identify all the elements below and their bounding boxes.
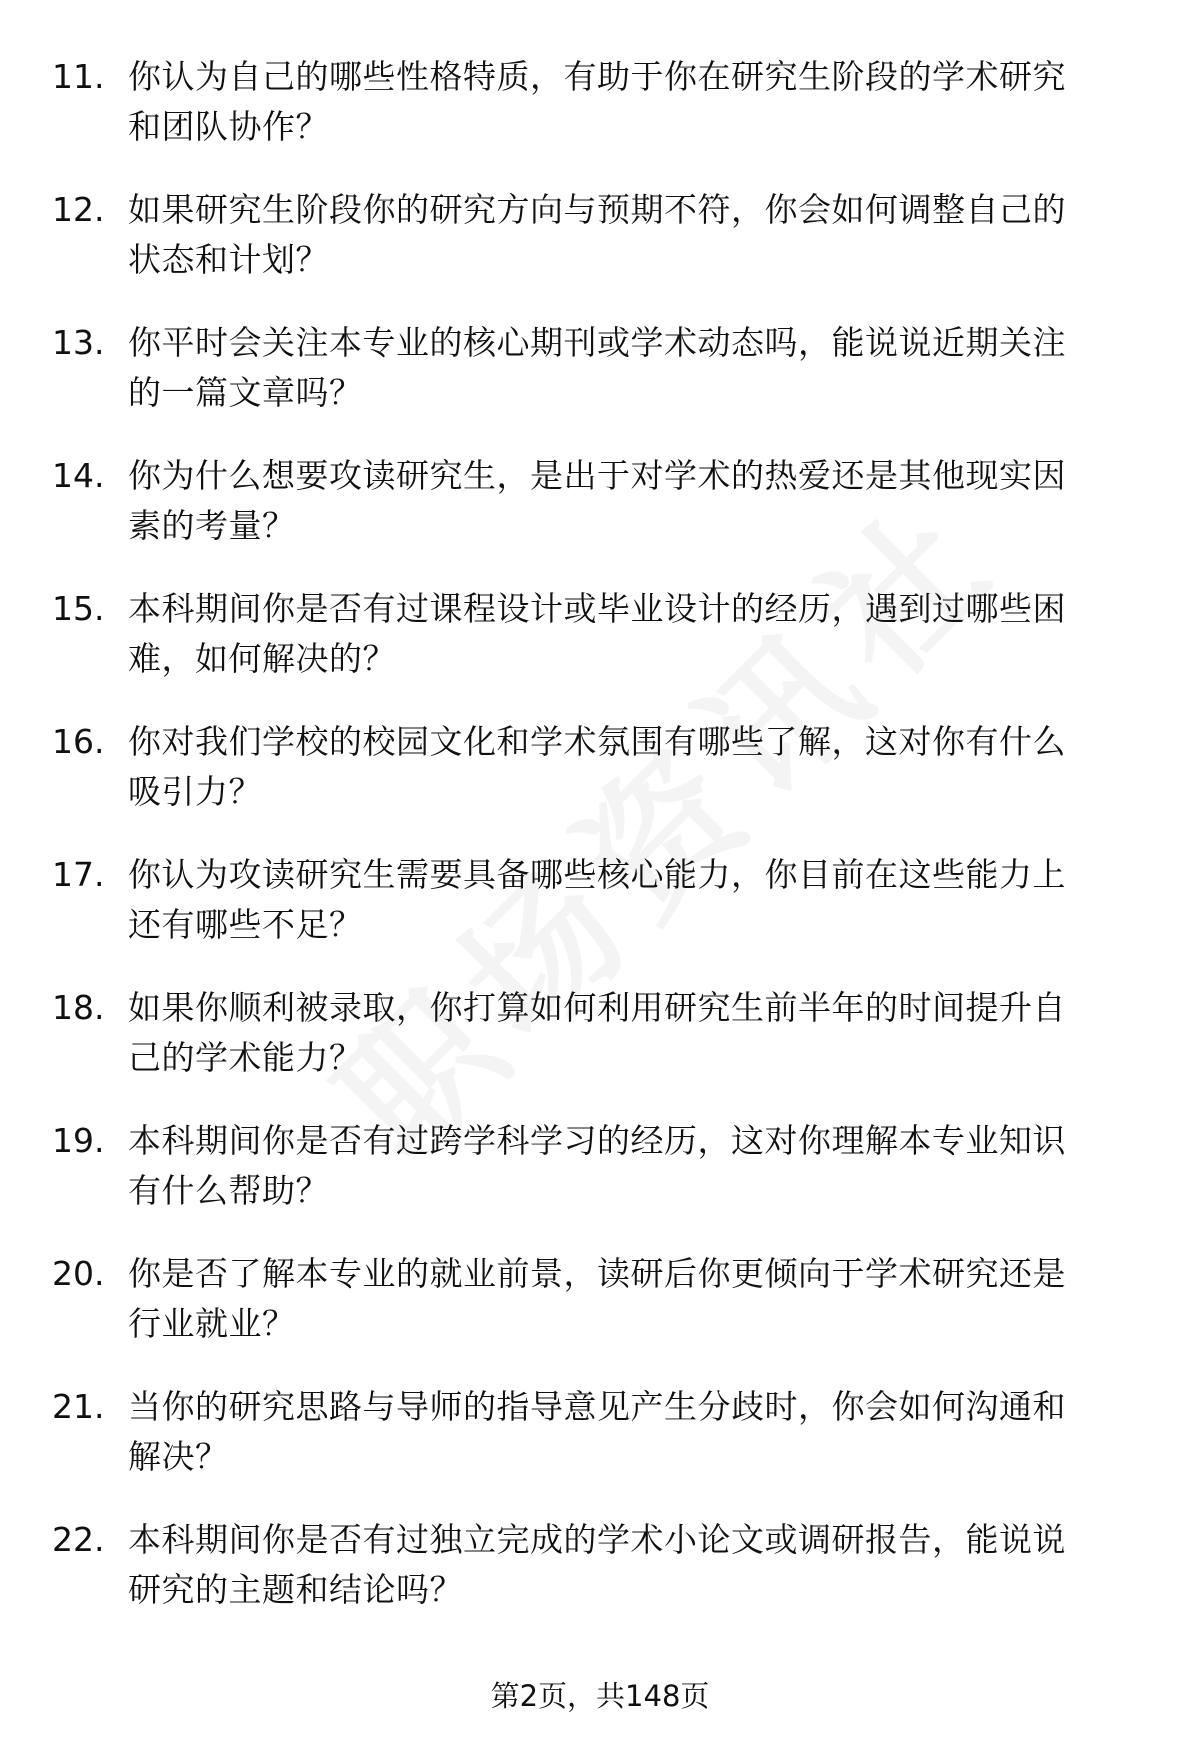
question-number: 15. (52, 589, 105, 628)
question-text (128, 185, 1138, 285)
question-text (128, 1515, 1138, 1615)
question-number: 12. (52, 190, 105, 229)
question-item (0, 52, 1200, 182)
question-item (0, 451, 1200, 581)
question-number: 16. (52, 722, 105, 761)
question-line: 你是否了解本专业的就业前景，读研后你更倾向于学术研究还是 (128, 1254, 1066, 1293)
question-text (128, 451, 1138, 551)
question-line: 解决？ (128, 1437, 229, 1476)
question-line: 还有哪些不足？ (128, 905, 363, 944)
question-text (128, 850, 1138, 950)
question-line: 如果研究生阶段你的研究方向与预期不符，你会如何调整自己的 (128, 190, 1066, 229)
question-number: 21. (52, 1387, 105, 1426)
question-item (0, 850, 1200, 980)
question-line: 本科期间你是否有过独立完成的学术小论文或调研报告，能说说 (128, 1520, 1066, 1559)
question-line: 你平时会关注本专业的核心期刊或学术动态吗，能说说近期关注 (128, 323, 1066, 362)
question-line: 你认为攻读研究生需要具备哪些核心能力，你目前在这些能力上 (128, 855, 1066, 894)
question-line: 你认为自己的哪些性格特质，有助于你在研究生阶段的学术研究 (128, 57, 1066, 96)
question-line: 你为什么想要攻读研究生，是出于对学术的热爱还是其他现实因 (128, 456, 1066, 495)
question-number: 17. (52, 855, 105, 894)
question-item (0, 1515, 1200, 1645)
question-text (128, 717, 1138, 817)
question-item (0, 185, 1200, 315)
question-line: 如果你顺利被录取，你打算如何利用研究生前半年的时间提升自 (128, 988, 1066, 1027)
question-line: 有什么帮助？ (128, 1171, 329, 1210)
question-number: 22. (52, 1520, 105, 1559)
question-text (128, 318, 1138, 418)
question-number: 20. (52, 1254, 105, 1293)
question-line: 素的考量？ (128, 506, 296, 545)
question-number: 14. (52, 456, 105, 495)
question-number: 19. (52, 1121, 105, 1160)
question-item (0, 584, 1200, 714)
question-text (128, 983, 1138, 1083)
question-text (128, 584, 1138, 684)
question-item (0, 983, 1200, 1113)
question-text (128, 52, 1138, 152)
question-line: 状态和计划？ (128, 240, 329, 279)
question-number: 18. (52, 988, 105, 1027)
question-number: 11. (52, 57, 105, 96)
question-line: 行业就业？ (128, 1304, 296, 1343)
question-item (0, 1382, 1200, 1512)
question-line: 己的学术能力？ (128, 1038, 363, 1077)
question-line: 吸引力？ (128, 772, 262, 811)
page-footer: 第2页，共148页 (490, 1679, 710, 1713)
question-item (0, 1249, 1200, 1379)
question-item (0, 318, 1200, 448)
question-line: 你对我们学校的校园文化和学术氛围有哪些了解，这对你有什么 (128, 722, 1066, 761)
question-number: 13. (52, 323, 105, 362)
question-text (128, 1249, 1138, 1349)
question-line: 和团队协作？ (128, 107, 329, 146)
question-line: 研究的主题和结论吗？ (128, 1570, 463, 1609)
question-line: 难，如何解决的？ (128, 639, 396, 678)
question-item (0, 717, 1200, 847)
question-text (128, 1116, 1138, 1216)
question-line: 本科期间你是否有过跨学科学习的经历，这对你理解本专业知识 (128, 1121, 1066, 1160)
question-text (128, 1382, 1138, 1482)
question-item (0, 1116, 1200, 1246)
question-line: 当你的研究思路与导师的指导意见产生分歧时，你会如何沟通和 (128, 1387, 1066, 1426)
question-line: 的一篇文章吗？ (128, 373, 363, 412)
question-line: 本科期间你是否有过课程设计或毕业设计的经历，遇到过哪些困 (128, 589, 1066, 628)
